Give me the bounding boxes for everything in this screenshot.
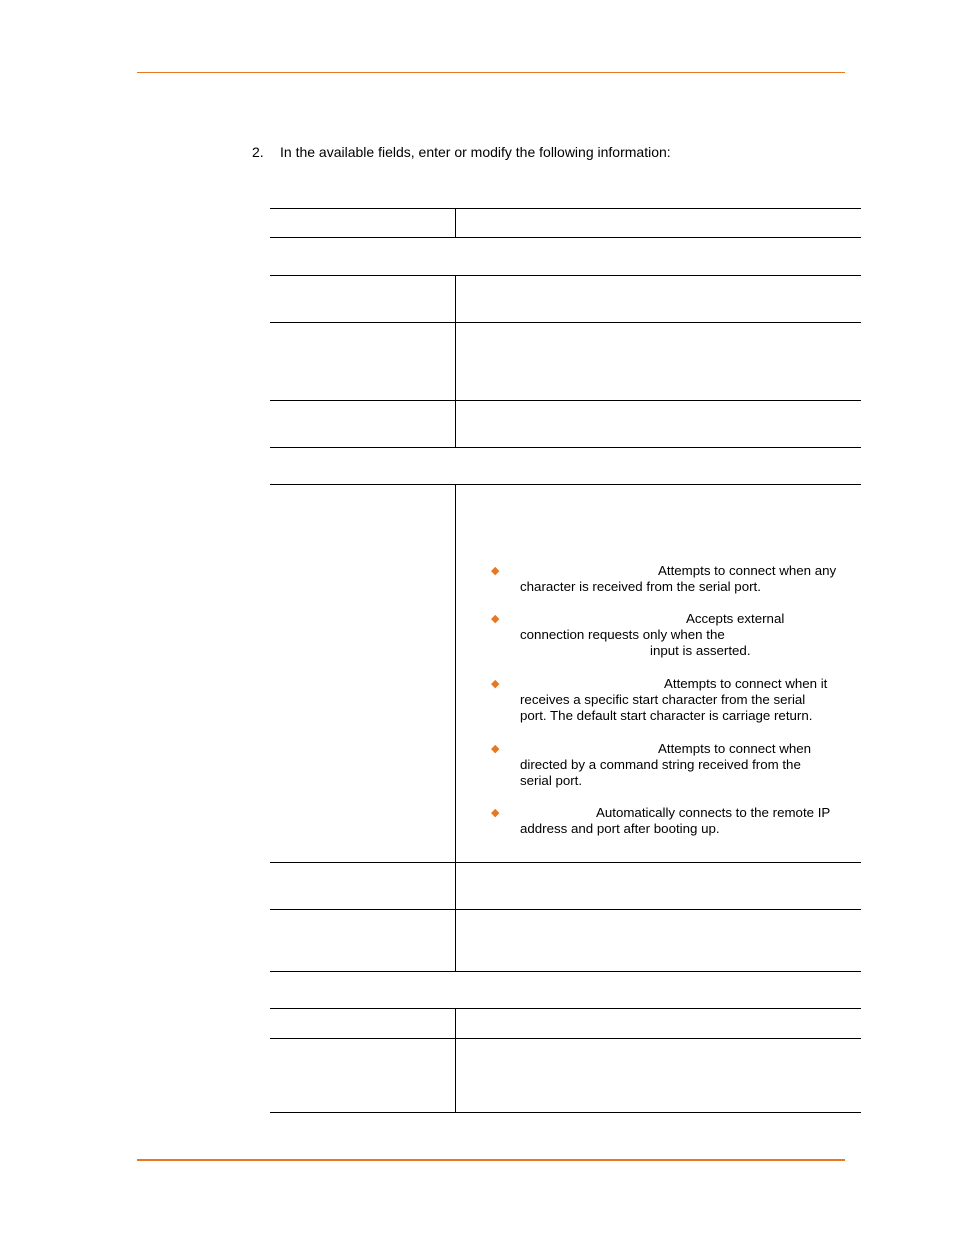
orange-diamond-icon: ◆: [491, 613, 500, 625]
connect-option-5: Automatically connects to the remote IP address and port after booting up.: [520, 805, 831, 836]
table-rule: [270, 1112, 861, 1113]
table-rule: [270, 1008, 861, 1009]
connect-option-2: Accepts external connection requests only when the input is asserted.: [520, 611, 785, 658]
connect-option-3: Attempts to connect when it receives a specific start character from the serial port. The default start character is carriage return.: [520, 676, 828, 723]
table-rule: [270, 237, 861, 238]
header-rule: [137, 72, 845, 73]
orange-diamond-icon: ◆: [491, 678, 500, 690]
step-text: In the available fields, enter or modify the following information:: [280, 144, 671, 160]
table-rule: [270, 447, 861, 448]
connect-option-4: Attempts to connect when directed by a command string received from the serial port.: [520, 741, 811, 788]
table-rule: [270, 208, 861, 209]
table-rule: [270, 909, 861, 910]
orange-diamond-icon: ◆: [491, 807, 500, 819]
orange-diamond-icon: ◆: [491, 743, 500, 755]
table-rule: [270, 971, 861, 972]
table-rule: [270, 275, 861, 276]
column-divider: [455, 275, 456, 447]
orange-diamond-icon: ◆: [491, 565, 500, 577]
connect-option-1: Attempts to connect when any character is received from the serial port.: [520, 563, 837, 594]
table-rule: [270, 322, 861, 323]
table-rule: [270, 1038, 861, 1039]
instruction-step: [252, 144, 671, 160]
table-rule: [270, 400, 861, 401]
table-rule: [270, 862, 861, 863]
table-rule: [270, 484, 861, 485]
footer-rule: [137, 1159, 845, 1161]
step-number: 2.: [252, 144, 264, 160]
column-divider: [455, 484, 456, 971]
column-divider: [455, 208, 456, 237]
column-divider: [455, 1008, 456, 1112]
